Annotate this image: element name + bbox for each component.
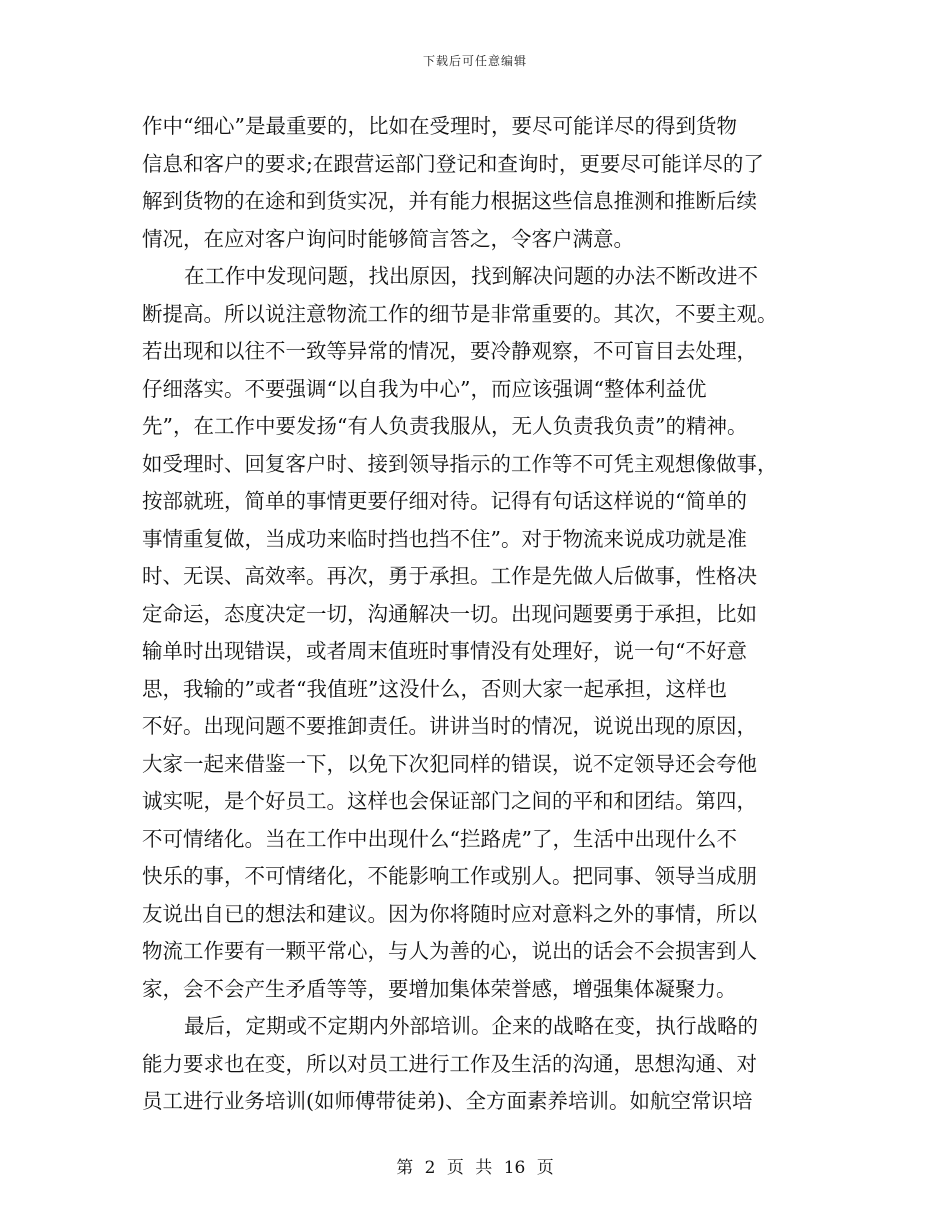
text-line: 在工作中发现问题，找出原因，找到解决问题的办法不断改进不 bbox=[184, 264, 758, 288]
text-line: 快乐的事，不可情绪化，不能影响工作或别人。把同事、领导当成朋 bbox=[142, 864, 757, 888]
text-line: 不可情绪化。当在工作中出现什么“拦路虎”了，生活中出现什么不 bbox=[142, 826, 737, 851]
text-line: 若出现和以往不一致等异常的情况，要冷静观察，不可盲目去处理， bbox=[142, 339, 757, 363]
document-body bbox=[142, 108, 810, 1121]
text-line: 情况，在应对客户询问时能够简言答之，令客户满意。 bbox=[142, 226, 634, 251]
page-header: 下载后可任意编辑 bbox=[422, 54, 527, 68]
text-line: 先”，在工作中要发扬“有人负责我服从，无人负责我负责”的精神。 bbox=[142, 414, 748, 438]
text-line: 作中“细心”是最重要的，比如在受理时，要尽可能详尽的得到货物 bbox=[142, 114, 737, 138]
text-line: 能力要求也在变，所以对员工进行工作及生活的沟通，思想沟通、对 bbox=[142, 1051, 757, 1076]
text-line: 家，会不会产生矛盾等等，要增加集体荣誉感，增强集体凝聚力。 bbox=[142, 976, 737, 1001]
text-line: 事情重复做，当成功来临时挡也挡不住”。对于物流来说成功就是准 bbox=[142, 526, 747, 551]
text-line: 不好。出现问题不要推卸责任。讲讲当时的情况，说说出现的原因， bbox=[142, 714, 757, 738]
text-line: 友说出自已的想法和建议。因为你将随时应对意料之外的事情，所以 bbox=[142, 901, 757, 926]
text-line: 员工进行业务培训(如师傅带徒弟)、全方面素养培训。如航空常识培 bbox=[142, 1089, 753, 1113]
text-line: 物流工作要有一颗平常心，与人为善的心，说出的话会不会损害到人 bbox=[142, 939, 757, 963]
text-line: 时、无误、高效率。再次，勇于承担。工作是先做人后做事，性格决 bbox=[142, 564, 757, 588]
text-line: 最后，定期或不定期内外部培训。企来的战略在变，执行战略的 bbox=[184, 1014, 758, 1038]
text-line: 诚实呢，是个好员工。这样也会保证部门之间的平和和团结。第四， bbox=[142, 789, 757, 813]
text-line: 思，我输的”或者“我值班”这没什么，否则大家一起承担，这样也 bbox=[142, 676, 727, 701]
text-line: 按部就班，简单的事情更要仔细对待。记得有句话这样说的“简单的 bbox=[142, 489, 747, 513]
text-line: 大家一起来借鉴一下，以免下次犯同样的错误，说不定领导还会夸他 bbox=[142, 751, 757, 776]
text-line: 定命运，态度决定一切，沟通解决一切。出现问题要勇于承担，比如 bbox=[142, 601, 757, 626]
page-footer: 第 2 页 共 16 页 bbox=[396, 1158, 554, 1178]
text-line: 仔细落实。不要强调“以自我为中心”，而应该强调“整体利益优 bbox=[142, 376, 707, 401]
text-line: 解到货物的在途和到货实况，并有能力根据这些信息推测和推断后续 bbox=[142, 189, 757, 213]
text-line: 如受理时、回复客户时、接到领导指示的工作等不可凭主观想像做事， bbox=[142, 451, 778, 476]
text-line: 输单时出现错误，或者周末值班时事情没有处理好，说一句“不好意 bbox=[142, 639, 747, 663]
text-line: 断提高。所以说注意物流工作的细节是非常重要的。其次，不要主观。 bbox=[142, 301, 778, 326]
text-line: 信息和客户的要求;在跟营运部门登记和查询时，更要尽可能详尽的了 bbox=[142, 151, 764, 176]
